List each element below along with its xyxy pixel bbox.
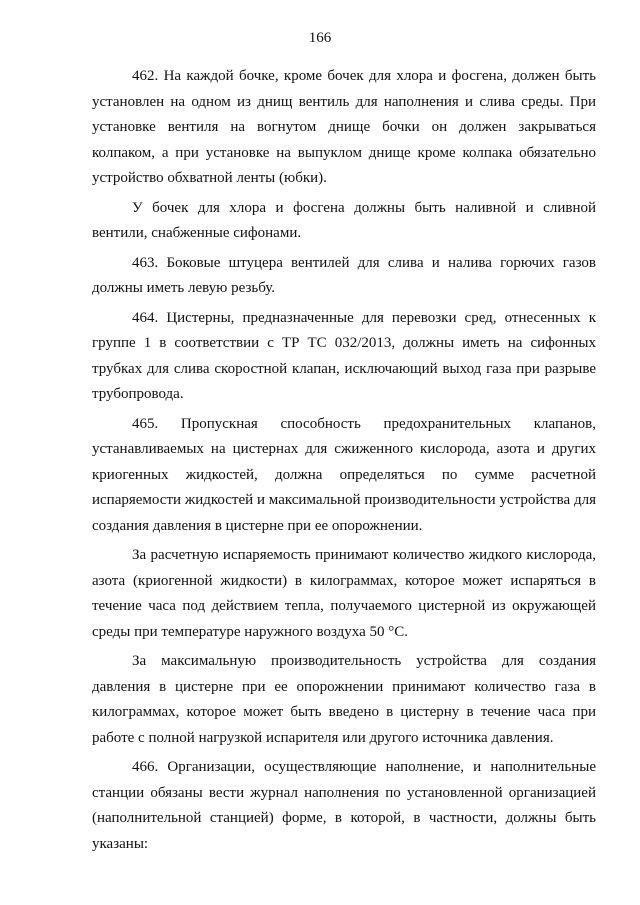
paragraph-462-chlorine-phosgene: У бочек для хлора и фосгена должны быть наливной и сливной вентили, снабженные сифонами. [92, 199, 596, 241]
paragraph-466: 466. Организации, осуществляющие наполнение, и наполнительные станции обязаны вести журнал наполнения по установленной организацией (наполнительной станцией) форме, в которой, в частности, должны быть указаны: [92, 759, 596, 852]
document-body [92, 64, 596, 861]
paragraph-462: 462. На каждой бочке, кроме бочек для хлора и фосгена, должен быть установлен на одном из днищ вентиль для наполнения и слива среды. При установке вентиля на вогнутом днище бочки он должен закрываться колпаком, а при установке на выпуклом днище кроме колпака обязательно устройство обхватной ленты (юбки). [92, 68, 596, 186]
paragraph-465-max-capacity: За максимальную производительность устройства для создания давления в цистерне при ее опорожнении принимают количество газа в килограммах, которое может быть введено в цистерну в течение часа при работе с полной нагрузкой испарителя или другого источника давления. [92, 653, 596, 746]
paragraph-465-evaporation: За расчетную испаряемость принимают количество жидкого кислорода, азота (криогенной жидкости) в килограммах, которое может испаряться в течение часа под действием тепла, получаемого цистерной из окружающей среды при температуре наружного воздуха 50 °С. [92, 547, 596, 640]
paragraph-465: 465. Пропускная способность предохранительных клапанов, устанавливаемых на цистернах для сжиженного кислорода, азота и других криогенных жидкостей, должна определяться по сумме расчетной испаряемости жидкостей и максимальной производительности устройства для создания давления в цистерне при ее опорожнении. [92, 415, 596, 534]
paragraph-464: 464. Цистерны, предназначенные для перевозки сред, отнесенных к группе 1 в соответствии с ТР ТС 032/2013, должны иметь на сифонных трубках для слива скоростной клапан, исключающий выход газа при разрыве трубопровода. [92, 309, 596, 402]
paragraph-463: 463. Боковые штуцера вентилей для слива и налива горючих газов должны иметь левую резьбу. [92, 254, 596, 296]
page-number: 166 [308, 30, 332, 46]
